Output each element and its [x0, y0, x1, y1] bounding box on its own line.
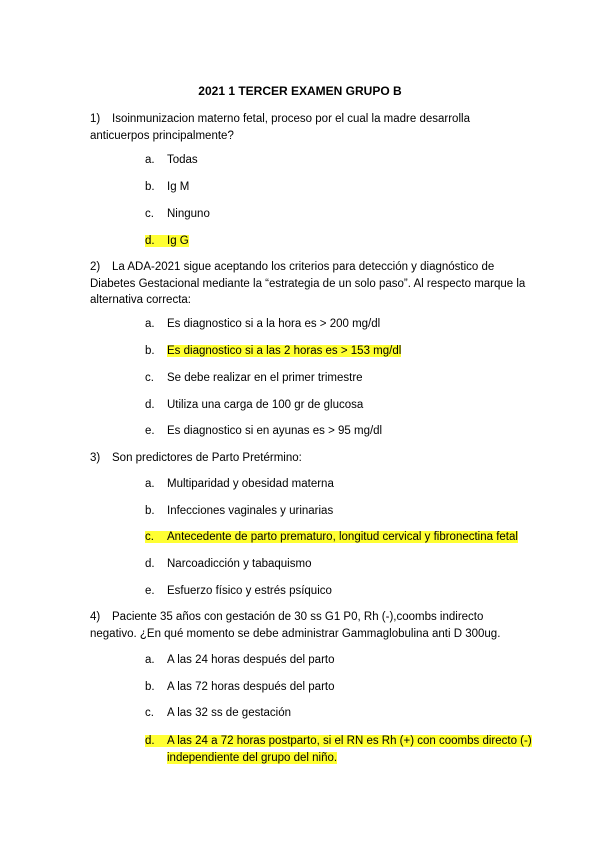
option-letter: a.	[145, 154, 155, 166]
option-text: Ninguno	[167, 208, 210, 220]
answer-highlight: Es diagnostico si a las 2 horas es > 153 mg/dl	[167, 345, 402, 357]
option-3b	[145, 504, 333, 519]
option-letter: a.	[145, 318, 155, 330]
option-letter: d.	[145, 558, 155, 570]
option-1b	[145, 180, 189, 195]
option-1a	[145, 153, 198, 168]
option-1d-correct	[145, 234, 189, 249]
option-text: Infecciones vaginales y urinarias	[167, 505, 334, 517]
answer-highlight	[145, 735, 532, 764]
option-letter: d.	[145, 235, 155, 247]
option-text: Se debe realizar en el primer trimestre	[167, 372, 363, 384]
option-letter: c.	[145, 208, 154, 220]
option-letter: b.	[145, 681, 155, 693]
question-3	[90, 450, 530, 467]
option-4a	[145, 653, 335, 668]
option-2c	[145, 371, 363, 386]
option-letter: e.	[145, 425, 155, 437]
option-2b-correct	[145, 344, 401, 359]
question-text: Isoinmunizacion materno fetal, proceso por el cual la madre desarrolla anticuerpos principalmente?	[90, 113, 470, 142]
option-letter: d.	[145, 399, 155, 411]
option-text: Ig M	[167, 181, 190, 193]
question-1	[90, 111, 530, 144]
option-text: A las 24 horas después del parto	[167, 654, 335, 666]
option-text: A las 24 a 72 horas postparto, si el RN es Rh (+) con coombs directo (-) independiente del grupo del niño.	[167, 735, 532, 764]
option-letter: e.	[145, 585, 155, 597]
option-4c	[145, 706, 291, 721]
option-2a	[145, 317, 380, 332]
option-letter: b.	[145, 181, 155, 193]
option-3c-correct	[145, 530, 518, 545]
option-letter: c.	[145, 372, 154, 384]
option-letter: d.	[145, 735, 155, 747]
option-3a	[145, 477, 334, 492]
question-number: 2)	[90, 261, 101, 273]
option-text: Utiliza una carga de 100 gr de glucosa	[167, 399, 364, 411]
option-text: A las 72 horas después del parto	[167, 681, 335, 693]
question-number: 3)	[90, 452, 101, 464]
option-letter: c.	[145, 707, 154, 719]
answer-highlight	[145, 531, 518, 543]
question-number: 1)	[90, 113, 101, 125]
option-letter: a.	[145, 654, 155, 666]
option-1c	[145, 207, 210, 222]
option-text: Es diagnostico si a la hora es > 200 mg/dl	[167, 318, 381, 330]
question-4	[90, 609, 530, 642]
option-text: Esfuerzo físico y estrés psíquico	[167, 585, 332, 597]
option-text: Todas	[167, 154, 198, 166]
option-letter: b.	[145, 505, 155, 517]
option-text: A las 32 ss de gestación	[167, 707, 292, 719]
option-text: Antecedente de parto prematuro, longitud cervical y fibronectina fetal	[167, 531, 518, 543]
answer-highlight	[145, 235, 189, 247]
question-text: La ADA-2021 sigue aceptando los criterios para detección y diagnóstico de Diabetes Gestacional mediante la “estrategia de un solo paso”. Al respecto marque la alternativa correcta:	[90, 261, 526, 306]
exam-title: 2021 1 TERCER EXAMEN GRUPO B	[198, 84, 402, 98]
option-text: Multiparidad y obesidad materna	[167, 478, 334, 490]
option-2e	[145, 424, 382, 439]
question-number: 4)	[90, 611, 101, 623]
option-2d	[145, 398, 363, 413]
option-letter: a.	[145, 478, 155, 490]
option-4b	[145, 680, 335, 695]
option-letter: b.	[145, 345, 155, 357]
option-3d	[145, 557, 311, 572]
option-text: Narcoadicción y tabaquismo	[167, 558, 312, 570]
option-letter: c.	[145, 531, 154, 543]
option-text: Ig G	[167, 235, 189, 247]
question-text: Son predictores de Parto Pretérmino:	[112, 452, 302, 464]
option-4d-correct	[145, 733, 557, 766]
option-text: Es diagnostico si en ayunas es > 95 mg/dl	[167, 425, 383, 437]
option-3e	[145, 584, 332, 599]
question-2	[90, 259, 530, 309]
question-text: Paciente 35 años con gestación de 30 ss G1 P0, Rh (-),coombs indirecto negativo. ¿En qué momento se debe administrar Gammaglobulina anti D 300ug.	[90, 611, 501, 640]
